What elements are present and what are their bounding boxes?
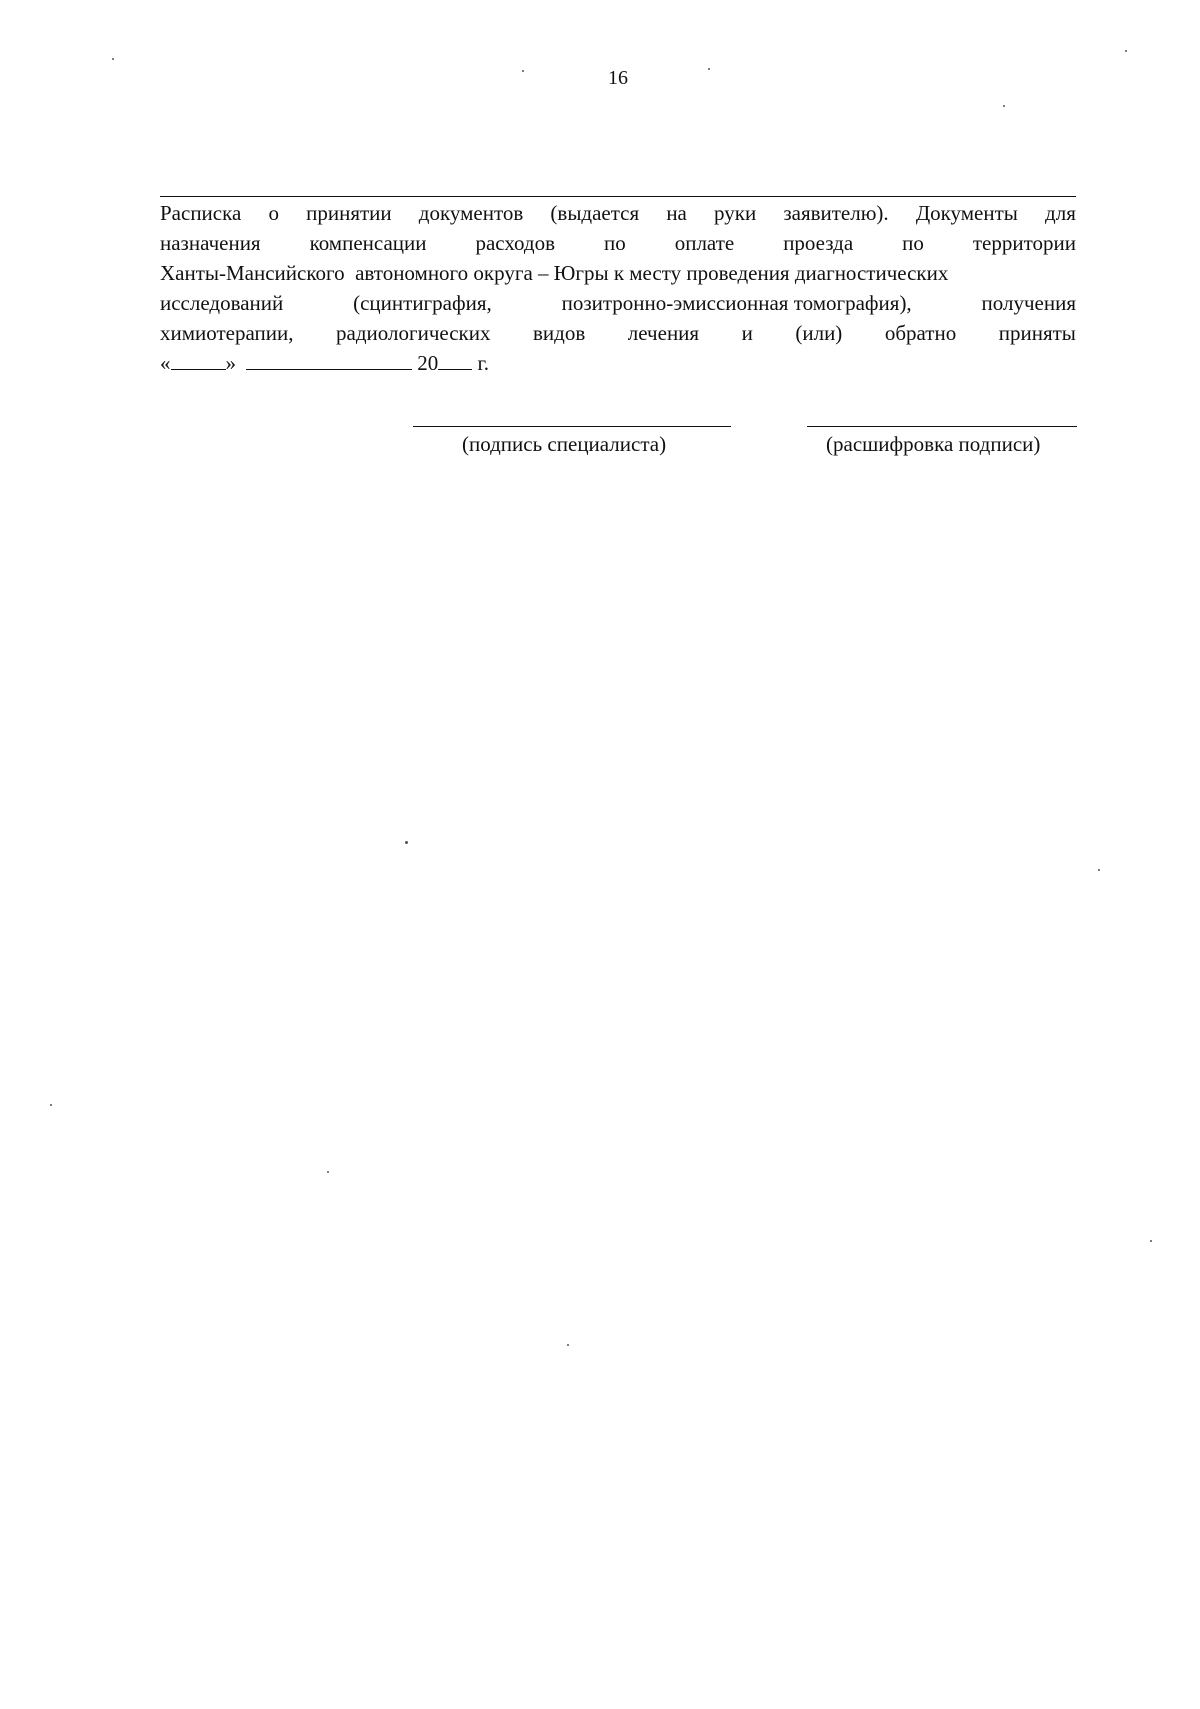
word: по	[604, 231, 626, 255]
word: исследований	[160, 291, 284, 315]
scan-speck	[1003, 105, 1005, 107]
scan-speck	[112, 58, 114, 60]
word: принятии	[306, 201, 392, 225]
specialist-signature-line	[413, 426, 731, 427]
signature-decoding-line	[807, 426, 1077, 427]
word: проезда	[783, 231, 854, 255]
receipt-date-line	[160, 348, 1076, 378]
scan-speck	[567, 1344, 569, 1346]
word: о	[268, 201, 279, 225]
receipt-line-2	[160, 228, 1076, 258]
word: для	[1045, 201, 1076, 225]
receipt-line-1	[160, 198, 1076, 228]
word: лечения	[627, 321, 700, 345]
word: документов	[418, 201, 524, 225]
scan-speck	[1098, 869, 1100, 871]
word: получения	[981, 291, 1076, 315]
word: и	[741, 321, 753, 345]
top-divider-line	[160, 196, 1076, 197]
word: (или)	[795, 321, 843, 345]
date-quote-open: «	[160, 351, 171, 375]
scan-speck	[1150, 1240, 1152, 1242]
scan-speck	[327, 1171, 329, 1173]
word: оплате	[674, 231, 735, 255]
receipt-line-5	[160, 318, 1076, 348]
word: компенсации	[309, 231, 427, 255]
word: позитронно-эмиссионная томография),	[561, 291, 912, 315]
scan-speck	[1125, 50, 1127, 52]
word: на	[666, 201, 687, 225]
signature-decoding-caption: (расшифровка подписи)	[826, 432, 1041, 456]
year-blank	[438, 349, 472, 370]
day-blank	[171, 349, 226, 370]
specialist-signature-caption: (подпись специалиста)	[462, 432, 667, 456]
receipt-line-3: Ханты-Мансийского автономного округа – Югры к месту проведения диагностических	[160, 261, 949, 285]
scan-speck	[522, 70, 524, 72]
word: Расписка	[160, 201, 242, 225]
scan-speck	[405, 841, 408, 844]
word: химиотерапии,	[160, 321, 294, 345]
word: (сцинтиграфия,	[353, 291, 492, 315]
month-blank	[246, 349, 412, 370]
receipt-paragraph	[160, 198, 1076, 378]
word: обратно	[884, 321, 957, 345]
date-quote-close: »	[225, 351, 236, 375]
word: заявителю).	[783, 201, 889, 225]
word: приняты	[998, 321, 1076, 345]
year-suffix: г.	[477, 351, 489, 375]
receipt-line-4	[160, 288, 1076, 318]
word: по	[902, 231, 924, 255]
word: территории	[972, 231, 1076, 255]
year-century: 20	[417, 351, 439, 375]
page-number: 16	[608, 67, 628, 89]
word: радиологических	[336, 321, 491, 345]
scan-speck	[708, 68, 710, 70]
word: руки	[714, 201, 757, 225]
word: видов	[533, 321, 586, 345]
word: Документы	[915, 201, 1018, 225]
word: расходов	[475, 231, 556, 255]
word: (выдается	[550, 201, 640, 225]
word: назначения	[160, 231, 261, 255]
scan-speck	[50, 1104, 52, 1106]
